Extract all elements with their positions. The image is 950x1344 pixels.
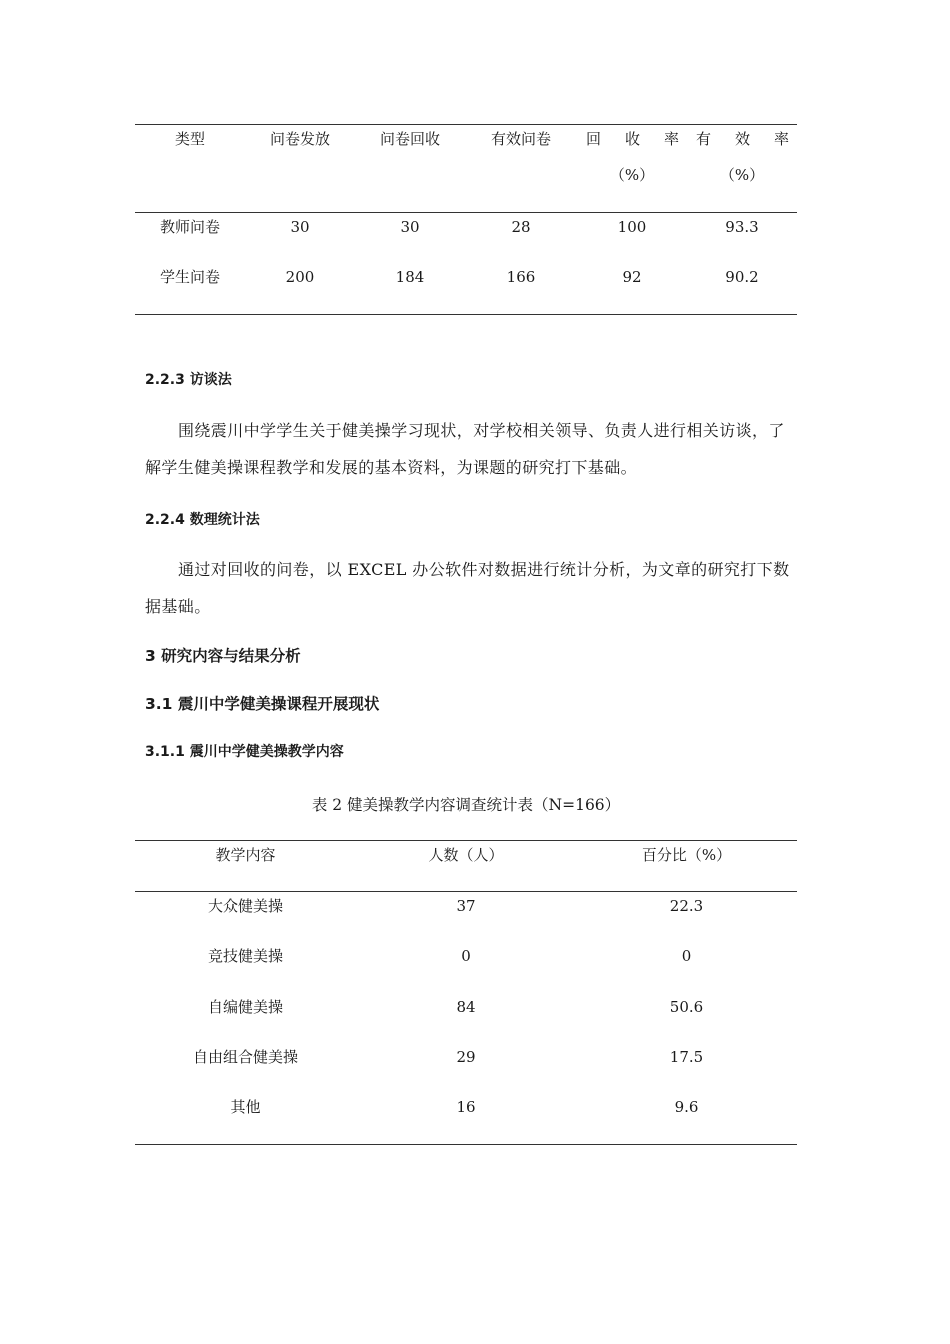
- table-bottom-rule: [135, 1144, 797, 1145]
- table-top-rule: [135, 124, 797, 125]
- table-header-rule: [135, 891, 797, 892]
- header-valid-rate-unit: （%）: [719, 166, 765, 184]
- document-page: 类型 问卷发放 问卷回收 有效问卷 回 收 率 有 效 率 （%） （%） 教师问卷 30 30 28 100 93.3 学生问卷 200 184 166 92 90.2 2.2.3 访谈法 围绕震川中学学生关于健美操学习现状，对学校相关领导、负责人进行相关访谈，了 解学生健美操课程教学和发展的基本资料，为课题的研究打下基础。 2.2.4 数理统计法 通过对回收的问卷，以 EXCEL 办公软件对数据进行统计分析，为文章的研究打下数 据基础。 3 研究内容与结果分析 3.1 震川中学健美操课程开展现状 3.1.1 震川中学健美操教学内容 表 2 健美操教学内容调查统计表（N=166） 教学内容 人数（人） 百分比（%） 大众健美操 37 22.3 竞技健美操 0 0 自编健美操 84 50.6 自由组合健美操 29 17.5 其他 16 9.6: [0, 0, 950, 1344]
- header-type: 类型: [174, 130, 205, 148]
- header-content: 教学内容: [215, 846, 276, 864]
- header-count: 人数（人）: [428, 846, 504, 864]
- header-valid-rate: 有 效 率: [696, 130, 789, 148]
- header-return-rate: 回 收 率: [586, 130, 679, 148]
- table-top-rule: [135, 840, 797, 841]
- heading-2-2-4: 2.2.4 数理统计法: [145, 512, 260, 528]
- header-issued: 问卷发放: [269, 130, 330, 148]
- table-caption: 表 2 健美操教学内容调查统计表（N=166）: [311, 796, 621, 814]
- header-valid: 有效问卷: [490, 130, 551, 148]
- heading-2-2-3: 2.2.3 访谈法: [145, 372, 232, 388]
- heading-3-1: 3.1 震川中学健美操课程开展现状: [145, 695, 380, 713]
- paragraph-statistics: 通过对回收的问卷，以 EXCEL 办公软件对数据进行统计分析，为文章的研究打下数 据基础。: [145, 560, 790, 616]
- header-percent: 百分比（%）: [641, 846, 732, 864]
- paragraph-interview: 围绕震川中学学生关于健美操学习现状，对学校相关领导、负责人进行相关访谈，了 解学生健美操课程教学和发展的基本资料，为课题的研究打下基础。: [145, 421, 785, 477]
- table-header-rule: [135, 212, 797, 213]
- table-bottom-rule: [135, 314, 797, 315]
- heading-3-1-1: 3.1.1 震川中学健美操教学内容: [145, 744, 344, 760]
- header-return-rate-unit: （%）: [609, 166, 655, 184]
- heading-3: 3 研究内容与结果分析: [145, 647, 301, 665]
- header-returned: 问卷回收: [379, 130, 440, 148]
